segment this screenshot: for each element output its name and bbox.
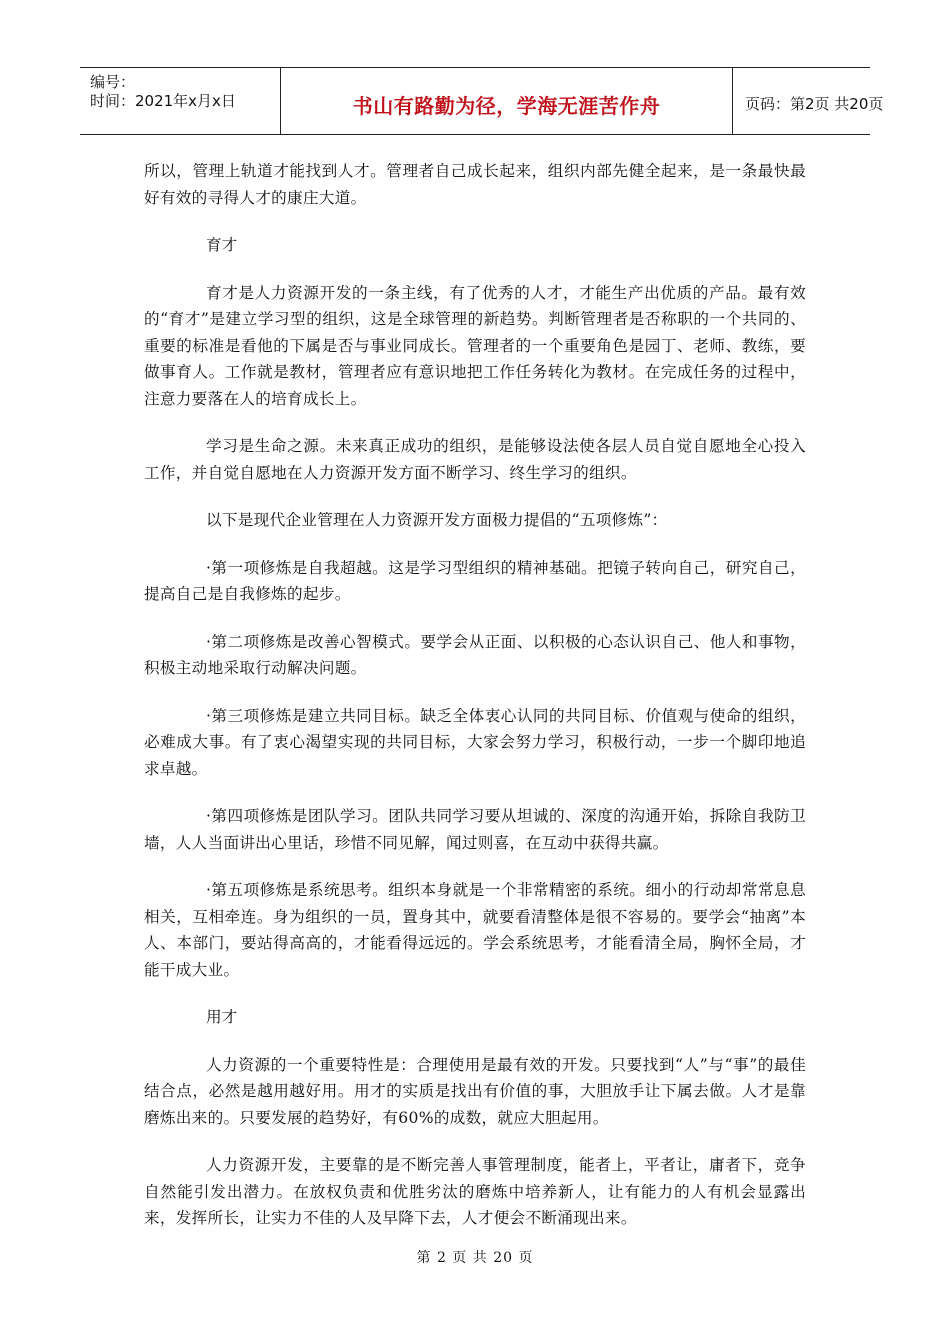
bullet-item: ·第四项修炼是团队学习。团队共同学习要从坦诚的、深度的沟通开始，拆除自我防卫墙，人人当面讲出心里话，珍惜不同见解，闻过则喜，在互动中获得共赢。 [144, 807, 806, 852]
page-info: 页码：第2页 共20页 [745, 95, 884, 113]
paragraph: 育才是人力资源开发的一条主线，有了优秀的人才，才能生产出优质的产品。最有效的“育才”是建立学习型的组织，这是全球管理的新趋势。判断管理者是否称职的一个共同的、重要的标准是看他的下属是否与事业同成长。管理者的一个重要角色是园丁、老师、教练，要做事育人。工作就是教材，管理者应有意识地把工作任务转化为教材。在完成任务的过程中，注意力要落在人的培育成长上。 [144, 283, 806, 408]
paragraph: 人力资源的一个重要特性是：合理使用是最有效的开发。只要找到“人”与“事”的最佳结合点，必然是越用越好用。用才的实质是找出有价值的事，大胆放手让下属去做。人才是靠磨炼出来的。只要发展的趋势好，有60%的成数，就应大胆起用。 [144, 1055, 806, 1127]
header-page-cell [733, 68, 884, 134]
paragraph: 所以，管理上轨道才能找到人才。管理者自己成长起来，组织内部先健全起来，是一条最快最好有效的寻得人才的康庄大道。 [144, 162, 806, 207]
section-heading: 育才 [206, 236, 238, 254]
header-motto-cell [281, 68, 733, 134]
bullet-item: ·第三项修炼是建立共同目标。缺乏全体衷心认同的共同目标、价值观与使命的组织，必难成大事。有了衷心渴望实现的共同目标，大家会努力学习，积极行动，一步一个脚印地追求卓越。 [144, 706, 806, 778]
section-heading: 用才 [206, 1008, 238, 1026]
motto-text: 书山有路勤为径，学海无涯苦作舟 [352, 94, 661, 118]
bullet-item: ·第二项修炼是改善心智模式。要学会从正面、以积极的心态认识自己、他人和事物，积极主动地采取行动解决问题。 [144, 632, 806, 677]
page-footer: 第 2 页 共 20 页 [416, 1250, 534, 1266]
paragraph: 以下是现代企业管理在人力资源开发方面极力提倡的“五项修炼”： [206, 511, 668, 529]
number-label: 编号： [90, 73, 136, 91]
document-header [80, 67, 884, 135]
bullet-item: ·第五项修炼是系统思考。组织本身就是一个非常精密的系统。细小的行动却常常息息相关，互相牵连。身为组织的一员，置身其中，就要看清整体是很不容易的。要学会“抽离”本人、本部门，要站得高高的，才能看得远远的。学会系统思考，才能看清全局，胸怀全局，才能干成大业。 [144, 881, 806, 979]
paragraph: 人力资源开发，主要靠的是不断完善人事管理制度，能者上，平者让，庸者下，竞争自然能引发出潜力。在放权负责和优胜劣汰的磨炼中培养新人，让有能力的人有机会显露出来，发挥所长，让实力不佳的人及早降下去，人才便会不断涌现出来。 [144, 1156, 806, 1227]
document-body [144, 158, 806, 1253]
paragraph: 学习是生命之源。未来真正成功的组织，是能够设法使各层人员自觉自愿地全心投入工作，并自觉自愿地在人力资源开发方面不断学习、终生学习的组织。 [144, 437, 806, 482]
header-meta-cell [80, 68, 281, 134]
date-label: 时间：2021年x月x日 [90, 92, 236, 110]
bullet-item: ·第一项修炼是自我超越。这是学习型组织的精神基础。把镜子转向自己，研究自己，提高自己是自我修炼的起步。 [144, 558, 806, 603]
